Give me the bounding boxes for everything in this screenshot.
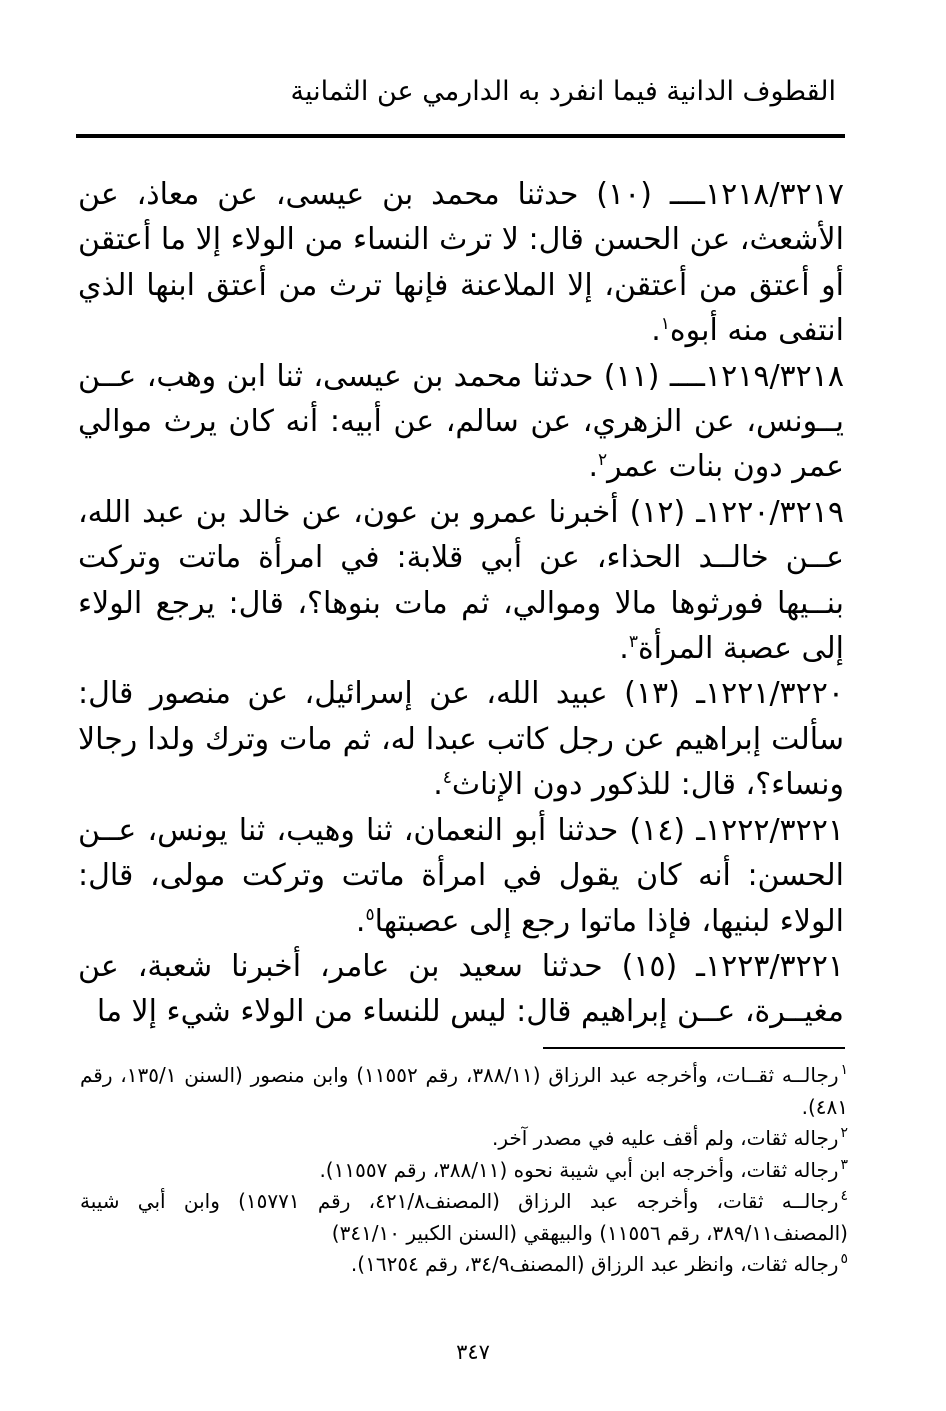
hadith-number: ١٢٢٢/٣٢٢١ـ (١٤) — [629, 812, 845, 848]
footnote-mark: ٣ — [840, 1156, 848, 1173]
footnote-text: رجالــه ثقات، وأخرجه عبد الرزاق (المصنف٤٢١/٨، رقم ١٥٧٧١) وابن أبي شيبة (المصنف٣٨٩/١١، رقم ١١٥٥٦) والبيهقي (السنن الكبير ٣٤١/١٠) — [80, 1189, 848, 1245]
footnote-text: رجالــه ثقــات، وأخرجه عبد الرزاق (٣٨٨/١١، رقم ١١٥٥٢) وابن منصور (السنن ١٣٥/١، رقم ٤٨١). — [80, 1063, 848, 1119]
hadith-end: . — [588, 449, 598, 485]
hadith-entry-1221 — [78, 671, 844, 807]
footnote-text: رجاله ثقات، ولم أقف عليه في مصدر آخر. — [492, 1126, 839, 1150]
footnote-ref[interactable]: ٢ — [597, 450, 608, 471]
footnote-3 — [80, 1155, 848, 1187]
hadith-entry-1222 — [78, 808, 844, 944]
main-text — [78, 172, 844, 1035]
hadith-text: حدثنا أبو النعمان، ثنا وهيب، ثنا يونس، عــن الحسن: أنه كان يقول في امرأة ماتت وتركت مولى، قال: الولاء لبنيها، فإذا ماتوا رجع إلى عصبتها — [78, 812, 844, 939]
footnote-text: رجاله ثقات، وانظر عبد الرزاق (المصنف٣٤/٩، رقم ١٦٢٥٤). — [350, 1252, 839, 1276]
footnotes-separator — [543, 1047, 845, 1049]
hadith-number: ١٢٢٣/٣٢٢١ـ (١٥) — [621, 948, 844, 984]
hadith-entry-1223 — [78, 944, 844, 1035]
hadith-end: . — [433, 767, 443, 803]
footnote-mark: ١ — [840, 1062, 849, 1079]
footnote-mark: ٥ — [840, 1251, 848, 1268]
running-header: القطوف الدانية فيما انفرد به الدارمي عن الثمانية — [290, 76, 836, 107]
hadith-entry-1218 — [78, 172, 844, 354]
footnote-ref[interactable]: ٤ — [442, 768, 452, 789]
header-rule — [76, 134, 845, 138]
footnote-text: رجاله ثقات، وأخرجه ابن أبي شيبة نحوه (٣٨٨/١١، رقم ١١٥٥٧). — [319, 1157, 839, 1182]
footnote-mark: ٤ — [840, 1188, 848, 1205]
hadith-text: حدثنا محمد بن عيسى، ثنا ابن وهب، عــن يــونس، عن الزهري، عن سالم، عن أبيه: أنه كان يرث موالي عمر دون بنات عمر — [78, 358, 844, 485]
hadith-text: حدثنا محمد بن عيسى، عن معاذ، عن الأشعث، عن الحسن قال: لا ترث النساء من الولاء إلا ما أعتقن أو أعتق من أعتقن، إلا الملاعنة فإنها ترث من أعتق ابنها الذي انتفى منه أبوه — [78, 177, 844, 349]
footnote-ref[interactable]: ٣ — [628, 632, 638, 653]
footnote-ref[interactable]: ١ — [660, 314, 670, 335]
hadith-end: . — [355, 903, 366, 939]
hadith-number: ١٢١٩/٣٢١٨ــــ (١١) — [603, 358, 844, 394]
hadith-entry-1219 — [78, 354, 844, 490]
footnote-ref[interactable]: ٥ — [365, 904, 375, 925]
hadith-number: ١٢٢٠/٣٢١٩ـ (١٢) — [629, 494, 844, 530]
hadith-text: أخبرنا عمرو بن عون، عن خالد بن عبد الله، عــن خالــد الحذاء، عن أبي قلابة: في امرأة ماتت وتركت بنــيها فورثوها مالا وموالي، ثم مات بنوها؟، قال: يرجع الولاء إلى عصبة المرأة — [78, 494, 844, 667]
footnote-1 — [80, 1060, 848, 1123]
footnote-4 — [80, 1186, 848, 1249]
page-number: ٣٤٧ — [456, 1340, 490, 1364]
footnote-5 — [80, 1249, 848, 1281]
hadith-end: . — [651, 313, 661, 349]
hadith-entry-1220 — [78, 490, 844, 672]
footnotes — [80, 1060, 848, 1281]
hadith-number: ١٢١٨/٣٢١٧ــــ (١٠) — [596, 177, 844, 212]
footnote-2 — [80, 1123, 848, 1155]
hadith-end: . — [619, 631, 629, 667]
hadith-text: عبيد الله، عن إسرائيل، عن منصور قال: سألت إبراهيم عن رجل كاتب عبدا له، ثم مات وترك ولدا رجالا ونساء؟، قال: للذكور دون الإناث — [78, 676, 844, 803]
footnote-mark: ٢ — [840, 1125, 848, 1142]
hadith-number: ١٢٢١/٣٢٢٠ـ (١٣) — [624, 676, 845, 712]
hadith-text: حدثنا سعيد بن عامر، أخبرنا شعبة، عن مغيــرة، عــن إبراهيم قال: ليس للنساء من الولاء شيء إلا ما — [78, 948, 844, 1030]
